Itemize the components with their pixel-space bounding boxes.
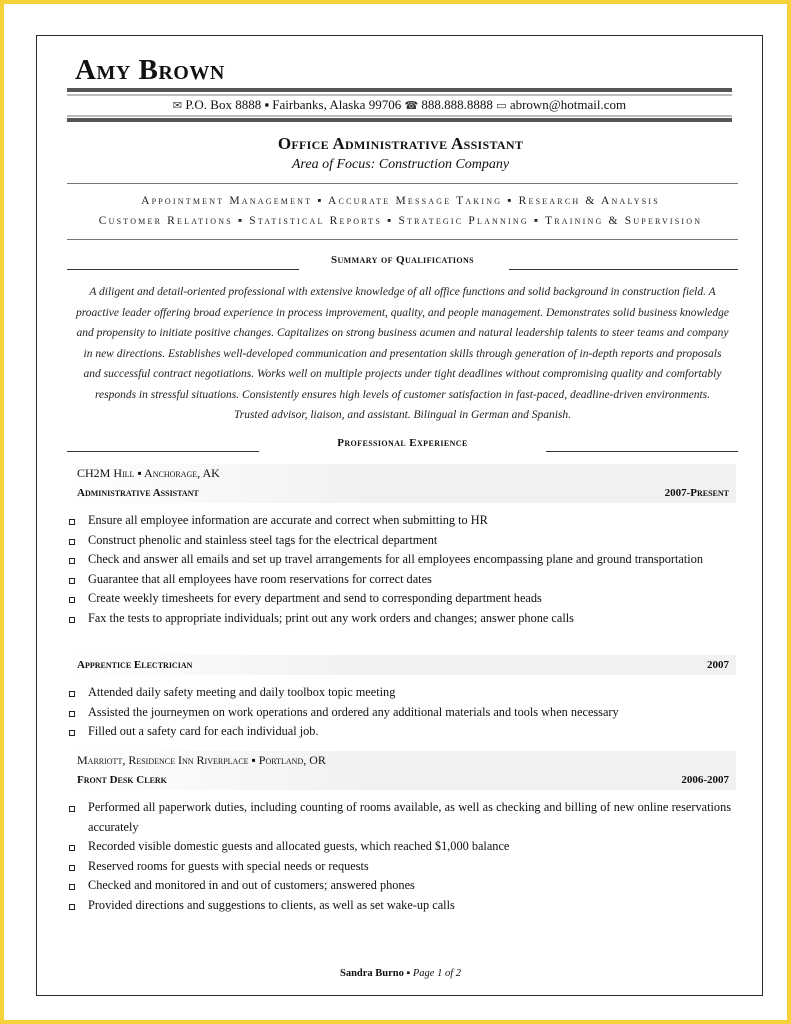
header-rule-top (67, 88, 732, 92)
skills-line-1: Appointment Management ▪ Accurate Message Taking ▪ Research & Analysis (141, 195, 660, 207)
experience-rule-left (67, 451, 259, 452)
checkbox-bullet-icon (69, 730, 75, 736)
page-background (4, 4, 787, 1020)
summary-line: in new directions. Establishes well-developed communication and presentation skills through generation of in-depth reports and proposals (83, 347, 722, 360)
contact-email[interactable]: abrown@hotmail.com (509, 97, 627, 112)
phone-icon: ☎ (404, 99, 419, 112)
role-shade (67, 770, 736, 790)
list-item: Construct phenolic and stainless steel tags for the electrical department (67, 531, 731, 551)
list-item: Ensure all employee information are accurate and correct when submitting to HR (67, 511, 731, 531)
summary-line: proactive leader offering broad experience in process improvement, quality, and people management. Demonstrates solid business knowledge (75, 306, 730, 319)
summary-line: and propensity to initiate positive changes. Capitalizes on strong business acumen and natural leadership talents to steer teams and company (76, 327, 729, 339)
footer-separator: ▪ (406, 968, 411, 979)
job-role: Front Desk Clerk (77, 774, 167, 786)
summary-heading: Summary of Qualifications (330, 254, 475, 266)
checkbox-bullet-icon (69, 691, 75, 697)
skills-line-2: Customer Relations ▪ Statistical Reports ▪ Strategic Planning ▪ Training & Supervision (98, 215, 703, 227)
summary-line: A diligent and detail-oriented professional with extensive knowledge of all office functions and solid background in construction field. A (89, 286, 716, 298)
list-item: Attended daily safety meeting and daily toolbox topic meeting (67, 683, 731, 703)
summary-rule-left (67, 269, 299, 270)
header-rule-top-grey (67, 94, 732, 96)
job-dates: 2007-Present (664, 487, 729, 499)
summary-line: responds in stressful situations. Consistently ensures high levels of customer satisfaction in fast-paced, deadline-driven environments. (94, 388, 711, 401)
list-item: Assisted the journeymen on work operations and ordered any additional materials and tools when necessary (67, 703, 731, 723)
list-item: Checked and monitored in and out of customers; answered phones (67, 876, 731, 896)
list-item: Check and answer all emails and set up travel arrangements for all employees encompassing plane and ground transportation (67, 550, 731, 570)
job-bullet-list (67, 511, 731, 628)
checkbox-bullet-icon (69, 578, 75, 584)
checkbox-bullet-icon (69, 904, 75, 910)
list-item: Provided directions and suggestions to clients, as well as set wake-up calls (67, 896, 731, 916)
footer-page-number: Page 1 of 2 (412, 968, 461, 979)
employer-name: CH2M Hill ▪ Anchorage, AK (77, 466, 220, 480)
job-role: Apprentice Electrician (77, 659, 193, 671)
list-item: Filled out a safety card for each individual job. (67, 722, 731, 742)
checkbox-bullet-icon (69, 711, 75, 717)
list-item: Recorded visible domestic guests and allocated guests, which reached $1,000 balance (67, 837, 731, 857)
checkbox-bullet-icon (69, 539, 75, 545)
position-title: Office Administrative Assistant (277, 134, 524, 153)
summary-line: Trusted advisor, liaison, and assistant. Bilingual in German and Spanish. (233, 409, 572, 421)
experience-heading: Professional Experience (337, 437, 468, 449)
checkbox-bullet-icon (69, 845, 75, 851)
footer-name: Sandra Burno (339, 968, 404, 979)
summary-paragraph (67, 282, 738, 426)
checkbox-bullet-icon (69, 806, 75, 812)
employer-name: Marriott, Residence Inn Riverplace ▪ Portland, OR (77, 753, 326, 767)
contact-phone: 888.888.8888 (421, 97, 493, 112)
checkbox-bullet-icon (69, 617, 75, 623)
checkbox-bullet-icon (69, 519, 75, 525)
list-item: Reserved rooms for guests with special needs or requests (67, 857, 731, 877)
job-dates: 2006-2007 (681, 774, 729, 786)
mailbox-icon: ✉ (172, 99, 183, 112)
checkbox-bullet-icon (69, 558, 75, 564)
experience-rule-right (546, 451, 738, 452)
header-rule-bottom (67, 118, 732, 122)
checkbox-bullet-icon (69, 597, 75, 603)
job-bullet-list (67, 683, 731, 742)
checkbox-bullet-icon (69, 865, 75, 871)
candidate-name: Amy Brown (75, 54, 225, 86)
resume-page (36, 35, 763, 996)
list-item: Create weekly timesheets for every department and send to corresponding department heads (67, 589, 731, 609)
job-bullet-list (67, 798, 731, 915)
page-footer (37, 968, 764, 979)
job-dates: 2007 (707, 659, 729, 671)
job-role: Administrative Assistant (77, 487, 199, 499)
list-item: Performed all paperwork duties, including counting of rooms available, as well as checking and billing of new online reservations accurately (67, 798, 731, 837)
summary-rule-right (509, 269, 738, 270)
skills-rule-top (67, 183, 738, 184)
list-item: Fax the tests to appropriate individuals; print out any work orders and changes; answer phone calls (67, 609, 731, 629)
computer-icon: ▭ (496, 99, 507, 112)
contact-address: P.O. Box 8888 ▪ Fairbanks, Alaska 99706 (185, 97, 402, 112)
skills-rule-bottom (67, 239, 738, 240)
summary-line: and successful contract negotiations. Works well on multiple projects under tight deadlines without compromising quality and comfortably (83, 368, 722, 380)
list-item: Guarantee that all employees have room reservations for correct dates (67, 570, 731, 590)
position-focus: Area of Focus: Construction Company (291, 157, 510, 172)
contact-line (67, 97, 732, 113)
header-rule-bottom-grey (67, 115, 732, 117)
checkbox-bullet-icon (69, 884, 75, 890)
